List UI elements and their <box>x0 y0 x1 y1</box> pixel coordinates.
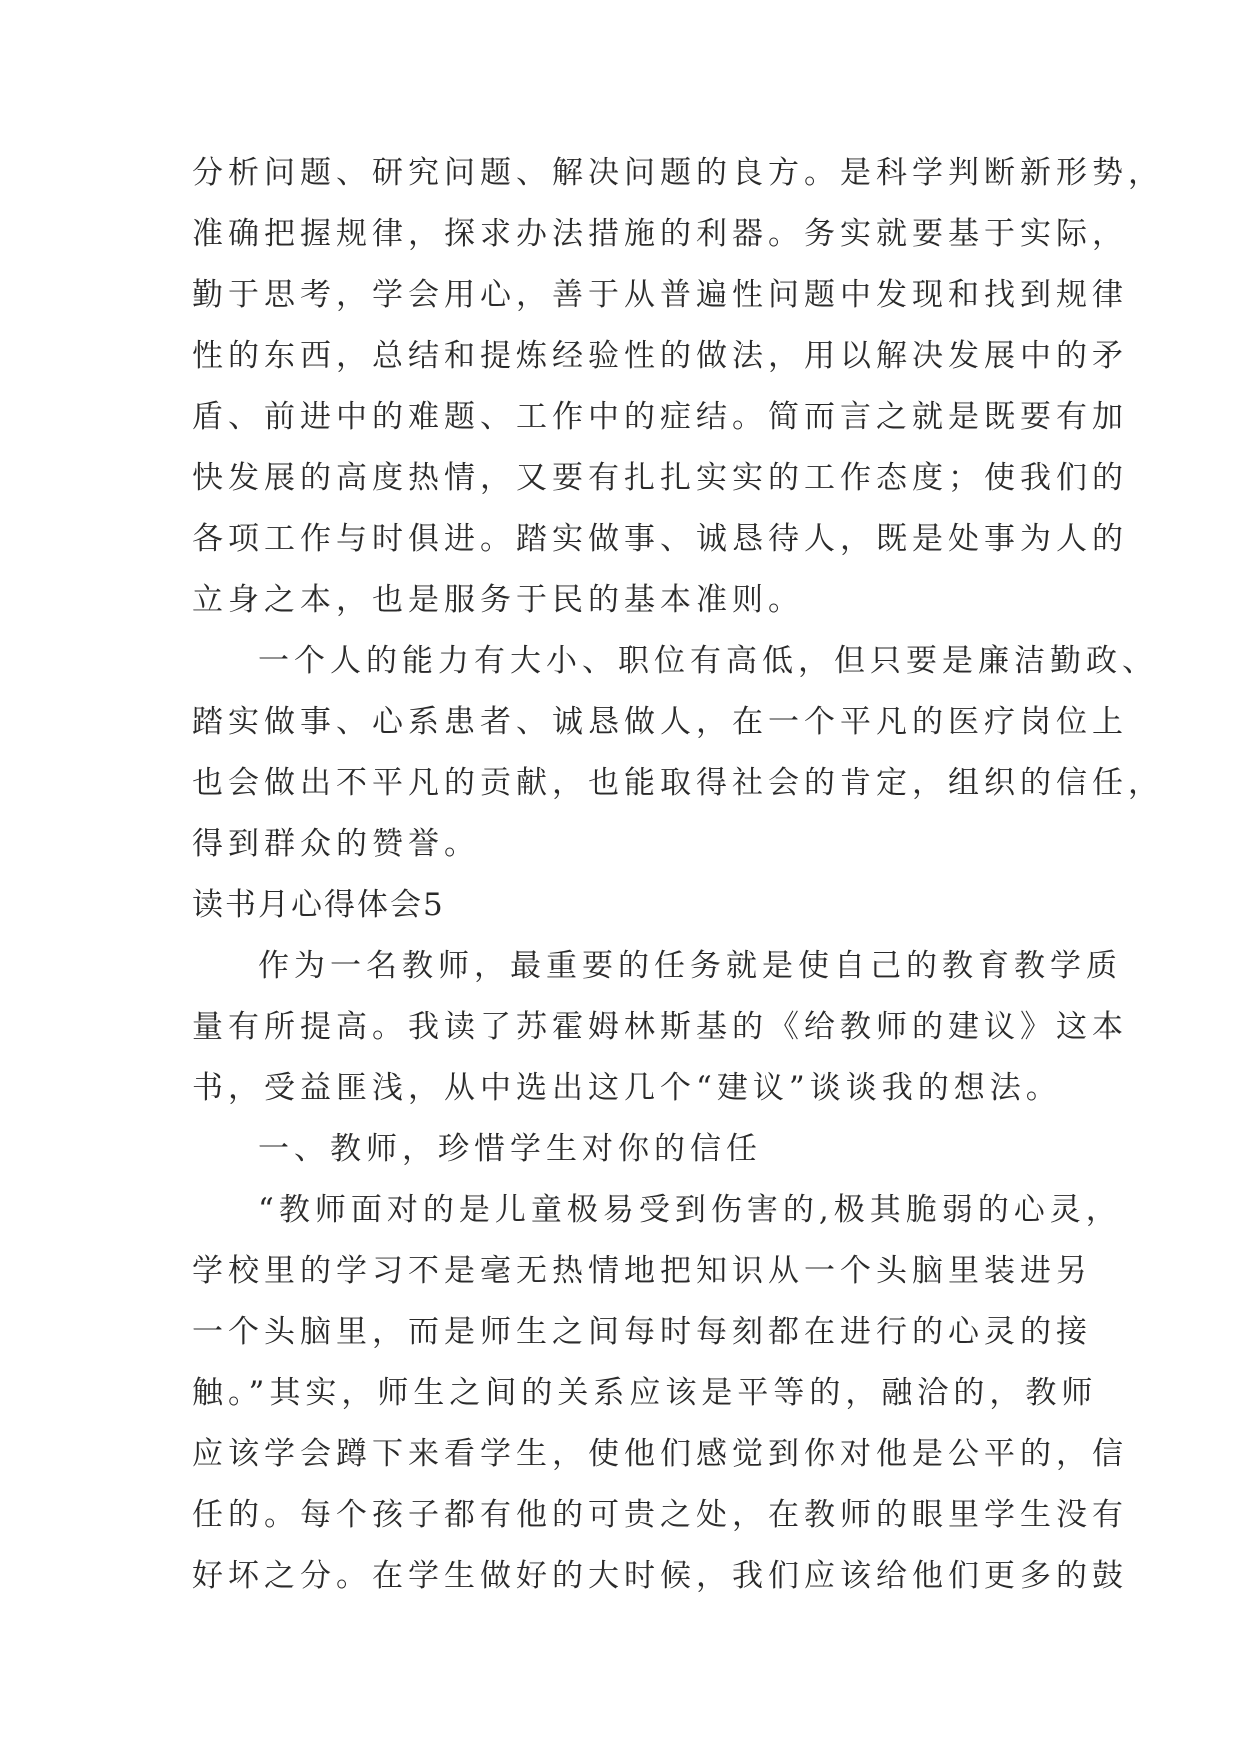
text-line: 学校里的学习不是毫无热情地把知识从一个头脑里装进另 <box>192 1253 1092 1289</box>
text-line: 也会做出不平凡的贡献，也能取得社会的肯定，组织的信任， <box>192 765 1164 801</box>
quote-start-line: “教师面对的是儿童极易受到伤害的,极其脆弱的心灵， <box>258 1192 1122 1228</box>
text-line: 盾、前进中的难题、工作中的症结。简而言之就是既要有加 <box>192 399 1128 435</box>
text-line: 各项工作与时俱进。踏实做事、诚恳待人，既是处事为人的 <box>192 521 1128 557</box>
text-line: 快发展的高度热情，又要有扎扎实实的工作态度；使我们的 <box>192 460 1128 496</box>
text-line: 应该学会蹲下来看学生，使他们感觉到你对他是公平的，信 <box>192 1436 1128 1472</box>
text-line: 好坏之分。在学生做好的大时候，我们应该给他们更多的鼓 <box>192 1558 1128 1594</box>
section-heading: 读书月心得体会5 <box>192 887 445 923</box>
paragraph-start-line: 一个人的能力有大小、职位有高低，但只要是廉洁勤政、 <box>258 643 1158 679</box>
text-line: 任的。每个孩子都有他的可贵之处，在教师的眼里学生没有 <box>192 1497 1128 1533</box>
text-line: 性的东西，总结和提炼经验性的做法，用以解决发展中的矛 <box>192 338 1128 374</box>
text-line: 准确把握规律，探求办法措施的利器。务实就要基于实际， <box>192 216 1128 252</box>
text-line: 勤于思考，学会用心，善于从普遍性问题中发现和找到规律 <box>192 277 1128 313</box>
text-line: 得到群众的赞誉。 <box>192 826 480 862</box>
text-line: 立身之本，也是服务于民的基本准则。 <box>192 582 804 618</box>
text-line: 书，受益匪浅，从中选出这几个“建议”谈谈我的想法。 <box>192 1070 1062 1106</box>
text-line: 量有所提高。我读了苏霍姆林斯基的《给教师的建议》这本 <box>192 1009 1128 1045</box>
paragraph-start-line: 作为一名教师，最重要的任务就是使自己的教育教学质 <box>258 948 1122 984</box>
text-line: 触。”其实，师生之间的关系应该是平等的，融洽的，教师 <box>192 1375 1098 1411</box>
text-line: 一个头脑里，而是师生之间每时每刻都在进行的心灵的接 <box>192 1314 1092 1350</box>
subsection-heading: 一、教师，珍惜学生对你的信任 <box>258 1131 762 1167</box>
text-line: 踏实做事、心系患者、诚恳做人，在一个平凡的医疗岗位上 <box>192 704 1128 740</box>
text-line: 分析问题、研究问题、解决问题的良方。是科学判断新形势， <box>192 155 1164 191</box>
document-body <box>192 143 1164 1607</box>
